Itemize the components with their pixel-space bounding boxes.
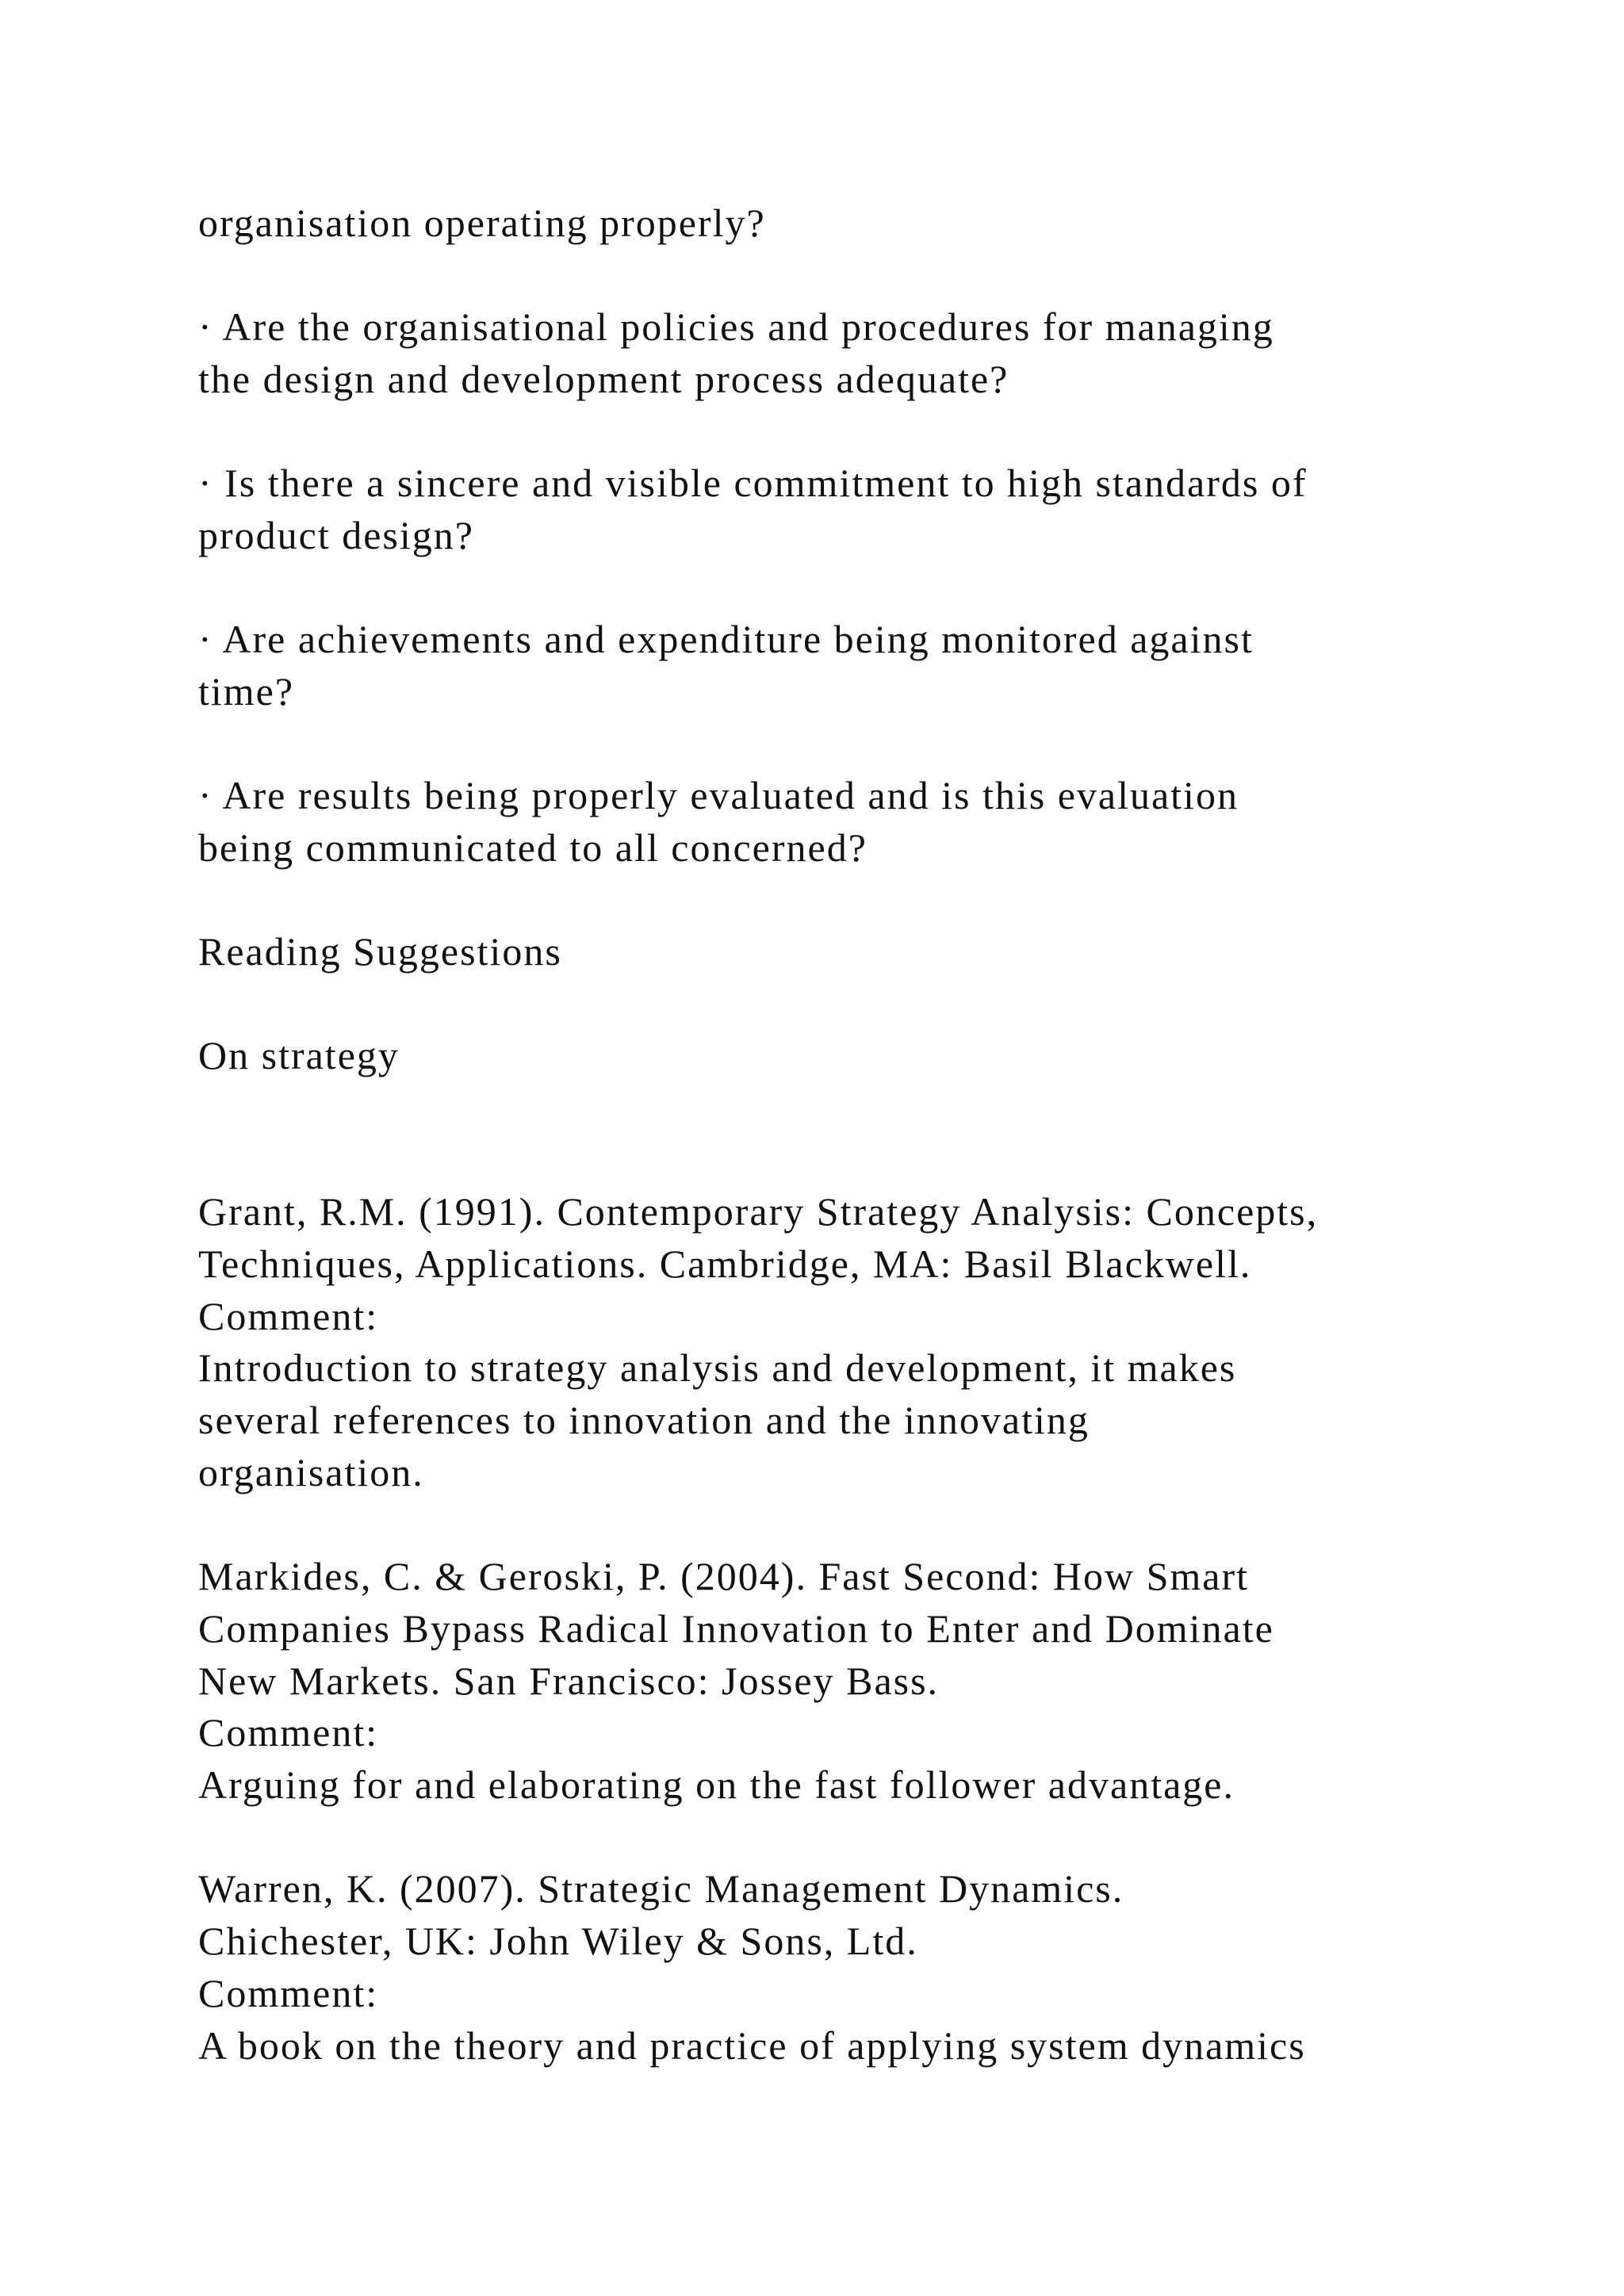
bullet-question-line: · Are the organisational policies and procedures for managing bbox=[198, 304, 1274, 349]
comment-text: A book on the theory and practice of applying system dynamics bbox=[198, 2023, 1306, 2068]
reference-line: Grant, R.M. (1991). Contemporary Strategy Analysis: Concepts, bbox=[198, 1189, 1319, 1234]
bullet-question-line: being communicated to all concerned? bbox=[198, 825, 868, 870]
reference-line: New Markets. San Francisco: Jossey Bass. bbox=[198, 1659, 940, 1703]
section-heading: Reading Suggestions bbox=[198, 929, 562, 974]
comment-label: Comment: bbox=[198, 1710, 379, 1755]
comment-text: organisation. bbox=[198, 1450, 424, 1494]
reference-line: Techniques, Applications. Cambridge, MA: Basil Blackwell. bbox=[198, 1242, 1252, 1286]
reference-line: Warren, K. (2007). Strategic Management Dynamics. bbox=[198, 1866, 1124, 1911]
bullet-question-line: time? bbox=[198, 669, 295, 714]
comment-label: Comment: bbox=[198, 1294, 379, 1338]
bullet-question-line: · Are results being properly evaluated and is this evaluation bbox=[198, 773, 1239, 817]
reference-line: Chichester, UK: John Wiley & Sons, Ltd. bbox=[198, 1919, 918, 1963]
reference-line: Markides, C. & Geroski, P. (2004). Fast Second: How Smart bbox=[198, 1554, 1250, 1598]
comment-label: Comment: bbox=[198, 1971, 379, 2015]
comment-text: Introduction to strategy analysis and development, it makes bbox=[198, 1345, 1237, 1390]
comment-text: several references to innovation and the innovating bbox=[198, 1398, 1090, 1442]
comment-text: Arguing for and elaborating on the fast follower advantage. bbox=[198, 1762, 1235, 1807]
subsection-heading: On strategy bbox=[198, 1033, 400, 1077]
reference-line: Companies Bypass Radical Innovation to Enter and Dominate bbox=[198, 1606, 1274, 1651]
bullet-question-line: · Is there a sincere and visible commitment to high standards of bbox=[198, 461, 1308, 505]
text-line: organisation operating properly? bbox=[198, 201, 766, 245]
bullet-question-line: product design? bbox=[198, 513, 474, 557]
bullet-question-line: the design and development process adequate? bbox=[198, 357, 1009, 401]
bullet-question-line: · Are achievements and expenditure being monitored against bbox=[198, 617, 1254, 661]
